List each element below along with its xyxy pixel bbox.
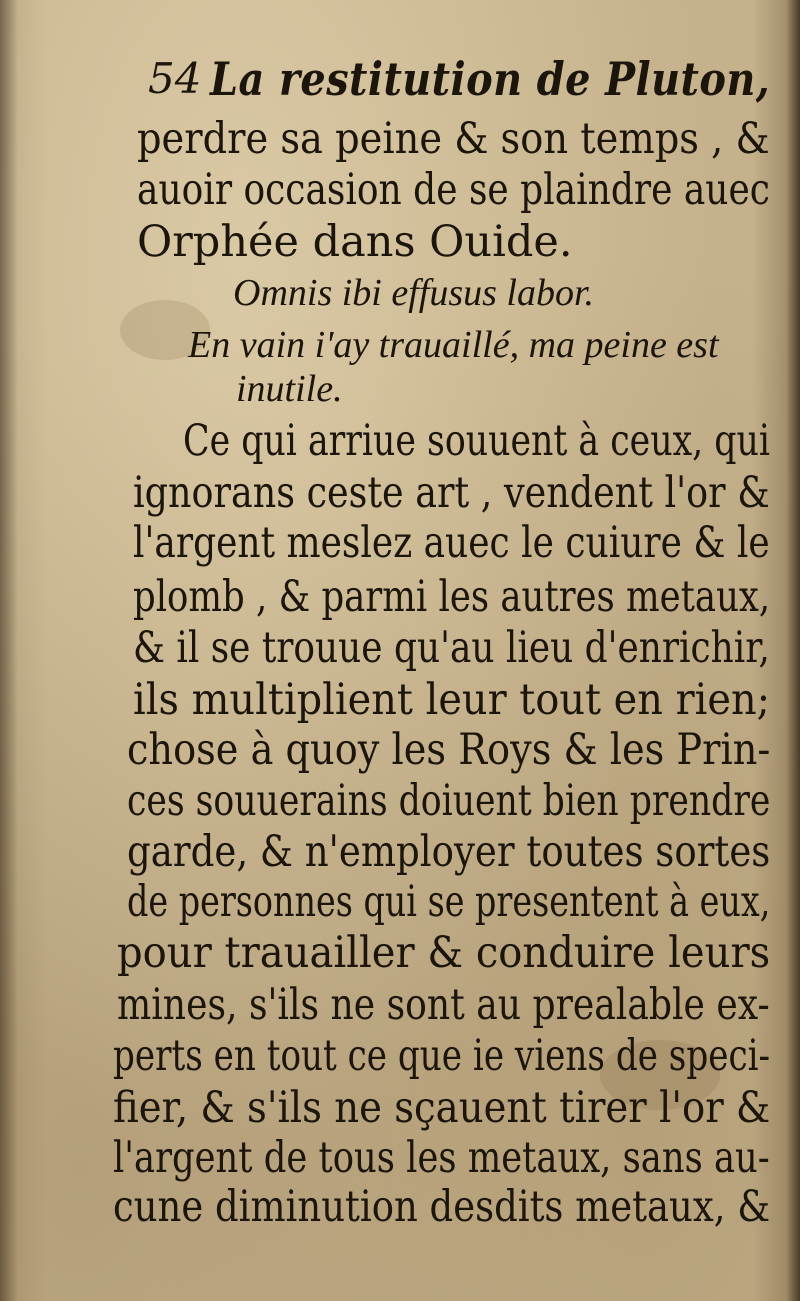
- text-line: Ce qui arriue souuent à ceux, qui: [183, 416, 771, 466]
- text-line: garde, & n'employer toutes sortes: [127, 827, 771, 877]
- text-line: cune diminution desdits metaux, &: [113, 1182, 771, 1232]
- latin-quote: Omnis ibi effusus labor.: [233, 272, 595, 314]
- text-line: fier, & s'ils ne sçauent tirer l'or &: [113, 1083, 771, 1133]
- text-line: perts en tout ce que ie viens de speci-: [113, 1031, 771, 1081]
- text-line: plomb , & parmi les autres metaux,: [133, 572, 771, 622]
- text-line: l'argent de tous les metaux, sans au-: [113, 1133, 770, 1183]
- text-line: pour trauailler & conduire leurs: [117, 928, 771, 978]
- text-line: chose à quoy les Roys & les Prin-: [127, 725, 771, 775]
- page-header: [148, 52, 771, 112]
- text-line: ignorans ceste art , vendent l'or &: [133, 468, 770, 518]
- text-line: de personnes qui se presentent à eux,: [127, 877, 771, 927]
- text-line: Orphée dans Ouide.: [137, 217, 573, 267]
- page-gutter-shadow: [0, 0, 18, 1301]
- text-line: auoir occasion de se plaindre auec: [137, 165, 770, 215]
- french-quote-line: inutile.: [236, 368, 343, 410]
- page-edge-shadow: [786, 0, 800, 1301]
- text-line: l'argent meslez auec le cuiure & le: [133, 518, 770, 568]
- french-quote-line: En vain i'ay trauaillé, ma peine est: [188, 324, 719, 366]
- running-title: La restitution de Pluton,: [210, 52, 771, 106]
- text-line: ils multiplient leur tout en rien;: [133, 675, 771, 725]
- text-line: mines, s'ils ne sont au prealable ex-: [117, 980, 770, 1030]
- text-line: ces souuerains doiuent bien prendre: [127, 776, 771, 826]
- page-number: 54: [148, 54, 202, 103]
- text-line: perdre sa peine & son temps , &: [137, 114, 770, 164]
- text-line: & il se trouue qu'au lieu d'enrichir,: [133, 623, 770, 673]
